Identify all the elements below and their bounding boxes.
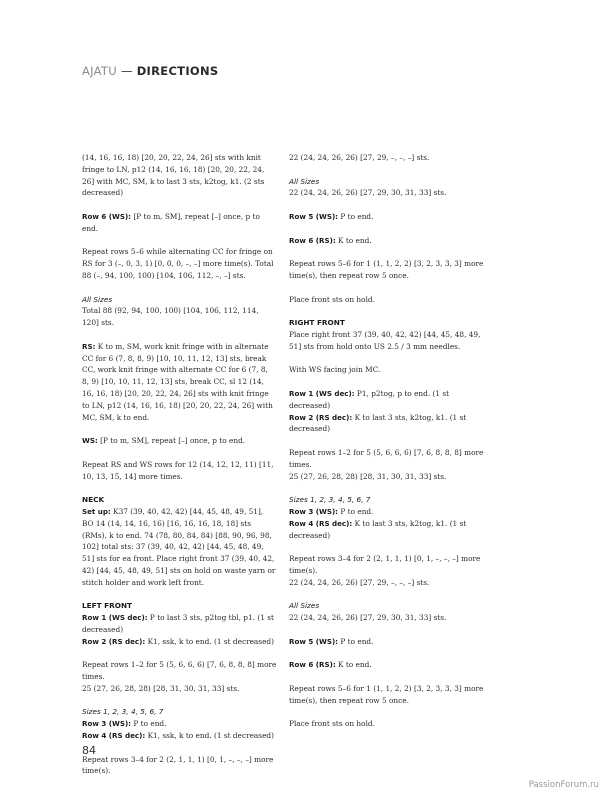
row-text: K1, ssk, k to end. (1 st decreased) xyxy=(145,636,274,646)
row-text: P to end. xyxy=(131,719,167,729)
row-label: Row 1 (WS dec): xyxy=(289,388,355,398)
paragraph: (14, 16, 16, 18) [20, 20, 22, 24, 26] sts with knit fringe to LN, p12 (14, 16, 16, 18) [20, 20, 22, 24, 26] with MC, SM, k to last 3 sts, k2tog, k1. (2 sts decreased) xyxy=(82,153,265,198)
row5-instruction xyxy=(289,636,484,648)
paragraph: Repeat RS and WS rows for 12 (14, 12, 12, 11) [11, 10, 13, 15, 14] more times. xyxy=(82,459,274,481)
left-front-heading: LEFT FRONT xyxy=(82,601,133,611)
header-dash: — xyxy=(116,64,137,78)
paragraph: Repeat rows 1–2 for 5 (5, 6, 6, 6) [7, 6, 8, 8, 8] more times. xyxy=(289,447,484,469)
row-text: K37 (39, 40, 42, 42) [44, 45, 48, 49, 51], BO 14 (14, 14, 16, 16) [16, 16, 16, 18, 18] sts (RMs), k to end. 74 (78, 80, 84, 84) [88, 90, 96, 98, 102] total sts: 37 (39, 40, 42, 42) [44, 45, 48, 49, 51] sts for ea front. Place right front 37 (39, 40, 42, 42) [44, 45, 48, 49, 51] sts on hold on waste yarn or stitch holder and work left front. xyxy=(82,506,276,587)
row-label: Row 6 (WS): xyxy=(82,211,132,221)
row-text: P to end. xyxy=(338,211,374,221)
watermark: PassionForum.ru xyxy=(528,780,599,790)
setup-instruction xyxy=(82,506,277,589)
all-sizes-heading: All Sizes xyxy=(82,294,113,304)
sizes-heading: Sizes 1, 2, 3, 4, 5, 6, 7 xyxy=(82,707,164,717)
row-text: P to end. xyxy=(338,636,374,646)
right-front-heading: RIGHT FRONT xyxy=(289,318,345,328)
paragraph: Place front sts on hold. xyxy=(289,294,375,304)
row-label: Row 3 (WS): xyxy=(82,719,132,729)
all-sizes-heading: All Sizes xyxy=(289,601,320,611)
section-title: DIRECTIONS xyxy=(136,64,219,78)
row-label: Row 5 (WS): xyxy=(289,636,339,646)
paragraph: 22 (24, 24, 26, 26) [27, 29, 30, 31, 33] sts. xyxy=(289,188,447,198)
page-header xyxy=(82,64,219,78)
row6-instruction xyxy=(82,211,277,235)
row-label: Row 4 (RS dec): xyxy=(82,731,146,741)
paragraph: Repeat rows 3–4 for 2 (2, 1, 1, 1) [0, 1, –, –, –] more time(s). xyxy=(289,554,481,575)
row-text: K to last 3 sts, k2tog, k1. (1 st decreased) xyxy=(289,518,467,540)
lf-row4 xyxy=(82,730,277,742)
row-label: Row 6 (RS): xyxy=(289,660,336,670)
rf-row2 xyxy=(289,412,484,436)
row-label: RS: xyxy=(82,341,96,351)
page-number: 84 xyxy=(82,744,96,757)
paragraph: 25 (27, 26, 28, 28) [28, 31, 30, 31, 33] sts. xyxy=(82,683,240,693)
brand-name: AJATU xyxy=(82,64,117,78)
paragraph: Total 88 (92, 94, 100, 100) [104, 106, 112, 114, 120] sts. xyxy=(82,306,259,328)
row-text: [P to m, SM], repeat [–] once, p to end. xyxy=(97,436,246,446)
paragraph: 22 (24, 24, 26, 26) [27, 29, 30, 31, 33] sts. xyxy=(289,613,447,623)
paragraph: Repeat rows 5–6 for 1 (1, 1, 2, 2) [3, 2, 3, 3, 3] more time(s), then repeat row 5 once. xyxy=(289,259,484,280)
paragraph: With WS facing join MC. xyxy=(289,365,381,375)
rs-instruction xyxy=(82,341,277,424)
row-text: P to end. xyxy=(338,506,374,516)
sizes-heading: Sizes 1, 2, 3, 4, 5, 6, 7 xyxy=(289,495,371,505)
row-text: K1, ssk, k to end. (1 st decreased) xyxy=(145,731,274,741)
row-text: K to last 3 sts, k2tog, k1. (1 st decreased) xyxy=(289,412,467,434)
row-label: Row 2 (RS dec): xyxy=(289,412,353,422)
right-column xyxy=(289,152,484,742)
lf-row2 xyxy=(82,636,277,648)
row-label: Row 3 (WS): xyxy=(289,506,339,516)
paragraph: 25 (27, 26, 28, 28) [28, 31, 30, 31, 33] sts. xyxy=(289,471,447,481)
ws-instruction xyxy=(82,435,277,447)
paragraph: Repeat rows 1–2 for 5 (5, 6, 6, 6) [7, 6, 8, 8, 8] more times. xyxy=(82,660,277,682)
paragraph: Place front sts on hold. xyxy=(289,719,375,729)
rf-row4 xyxy=(289,518,484,542)
row-label: Row 5 (WS): xyxy=(289,211,339,221)
row-text: K to end. xyxy=(335,660,372,670)
all-sizes-heading: All Sizes xyxy=(289,176,320,186)
paragraph: Repeat rows 3–4 for 2 (2, 1, 1, 1) [0, 1, –, –, –] more time(s). xyxy=(82,754,274,776)
lf-row1 xyxy=(82,612,277,636)
row-label: Row 4 (RS dec): xyxy=(289,518,353,528)
row-label: Row 1 (WS dec): xyxy=(82,613,148,623)
row-text: K to end. xyxy=(335,235,372,245)
paragraph: Repeat rows 5–6 while alternating CC for fringe on RS for 3 (–, 0, 3, 1) [0, 0, 0, –, –] more time(s). Total 88 (–, 94, 100, 100) [104, 106, 112, –, –] sts. xyxy=(82,247,274,280)
paragraph: Place right front 37 (39, 40, 42, 42) [44, 45, 48, 49, 51] sts from hold onto US 2.5 / 3 mm needles. xyxy=(289,329,481,351)
row6-instruction xyxy=(289,235,484,247)
row-label: Row 2 (RS dec): xyxy=(82,636,146,646)
paragraph: Repeat rows 5–6 for 1 (1, 1, 2, 2) [3, 2, 3, 3, 3] more time(s), then repeat row 5 once. xyxy=(289,683,484,705)
row5-instruction xyxy=(289,211,484,223)
rf-row3 xyxy=(289,506,484,518)
paragraph: 22 (24, 24, 26, 26) [27, 29, –, –, –] sts. xyxy=(289,153,430,162)
row-text: K to m, SM, work knit fringe with in alternate CC for 6 (7, 8, 8, 9) [10, 10, 11, 12, 13] sts, break CC, work knit fringe with alternate CC for 6 (7, 8, 8, 9) [10, 10, 11, 12, 13] sts, break CC, sl 12 (14, 16, 16, 18) [20, 20, 22, 24, 26] sts with knit fringe to LN, p12 (14, 16, 16, 18) [20, 20, 22, 24, 26] with MC, SM, k to end. xyxy=(82,341,273,422)
row-label: Set up: xyxy=(82,506,111,516)
row-label: Row 6 (RS): xyxy=(289,235,336,245)
lf-row3 xyxy=(82,718,277,730)
row-text: P1, p2tog, p to end. (1 st decreased) xyxy=(289,388,450,410)
left-column xyxy=(82,152,277,789)
rf-row1 xyxy=(289,388,484,412)
row-text: P to last 3 sts, p2tog tbl, p1. (1 st decreased) xyxy=(82,613,274,634)
row-text: [P to m, SM], repeat [–] once, p to end. xyxy=(82,211,260,233)
row-label: WS: xyxy=(82,436,98,446)
paragraph: 22 (24, 24, 26, 26) [27, 29, –, –, –] sts. xyxy=(289,577,430,587)
row6-instruction xyxy=(289,659,484,671)
neck-heading: NECK xyxy=(82,495,105,505)
